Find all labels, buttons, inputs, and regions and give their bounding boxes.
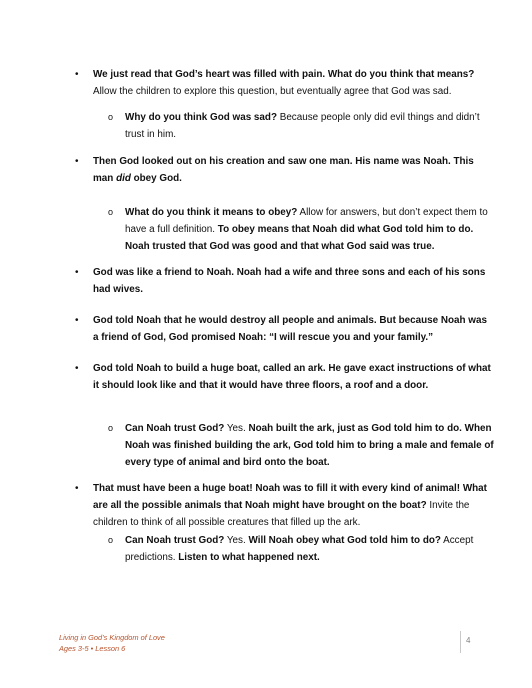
text-run: Can Noah trust God? [125, 535, 225, 546]
text-run: To obey means that Noah did what God told him to do. Noah trusted that God was good and that what God said was true. [125, 224, 474, 252]
sub-bullet-marker: o [108, 112, 114, 122]
sub-list-item [125, 109, 497, 143]
text-run: Invite the children to think of all possible creatures that filled up the ark. [93, 500, 470, 528]
text-run: We just read that God’s heart was filled with pain. What do you think that means? [93, 69, 475, 80]
text-run: Why do you think God was sad? [125, 112, 277, 123]
list-item [93, 360, 495, 394]
text-run: obey God. [130, 173, 182, 184]
text-run: Listen to what happened next. [178, 552, 320, 563]
text-run: That must have been a huge boat! Noah was to fill it with every kind of animal! What are all the possible animals that Noah might have brought on the boat? [93, 483, 487, 511]
footer-subtitle: Ages 3-5 • Lesson 6 [59, 644, 126, 653]
text-run: did [116, 173, 131, 184]
page-number: 4 [466, 636, 471, 645]
bullet-marker: • [75, 267, 79, 278]
bullet-marker: • [75, 363, 79, 374]
sub-list-item [125, 532, 497, 566]
list-item [93, 66, 495, 100]
text-run: Allow for answers, but don’t expect them to have a full definition. [125, 207, 488, 235]
list-item [93, 153, 495, 187]
bullet-marker: • [75, 315, 79, 326]
footer-title: Living in God’s Kingdom of Love [59, 633, 165, 642]
text-run: What do you think it means to obey? [125, 207, 298, 218]
list-item [93, 312, 495, 346]
list-item [93, 264, 495, 298]
sub-bullet-marker: o [108, 423, 114, 433]
text-run: Noah built the ark, just as God told him to do. When Noah was finished building the ark, God told him to bring a male and female of every type of animal and bird onto the boat. [125, 423, 494, 468]
list-item [93, 480, 495, 531]
sub-bullet-marker: o [108, 207, 114, 217]
text-run: God was like a friend to Noah. Noah had a wife and three sons and each of his sons had wives. [93, 267, 486, 295]
text-run: Allow the children to explore this question, but eventually agree that God was sad. [93, 86, 452, 97]
text-run: God told Noah to build a huge boat, called an ark. He gave exact instructions of what it should look like and that it would have three floors, a roof and a door. [93, 363, 491, 391]
text-run: Can Noah trust God? [125, 423, 225, 434]
bullet-marker: • [75, 156, 79, 167]
text-run: Yes. [224, 423, 249, 434]
text-run: Accept predictions. [125, 535, 474, 563]
sub-list-item [125, 420, 497, 471]
text-run: Yes. [224, 535, 249, 546]
sub-bullet-marker: o [108, 535, 114, 545]
text-run: God told Noah that he would destroy all people and animals. But because Noah was a friend of God, God promised Noah: “I will rescue you and your family.” [93, 315, 487, 343]
bullet-marker: • [75, 483, 79, 494]
text-run: Will Noah obey what God told him to do? [248, 535, 441, 546]
sub-list-item [125, 204, 497, 255]
text-run: Because people only did evil things and didn’t trust in him. [125, 112, 480, 140]
bullet-marker: • [75, 69, 79, 80]
text-run: Then God looked out on his creation and saw one man. His name was Noah. This man [93, 156, 474, 184]
footer [59, 632, 165, 654]
footer-divider [460, 631, 461, 653]
